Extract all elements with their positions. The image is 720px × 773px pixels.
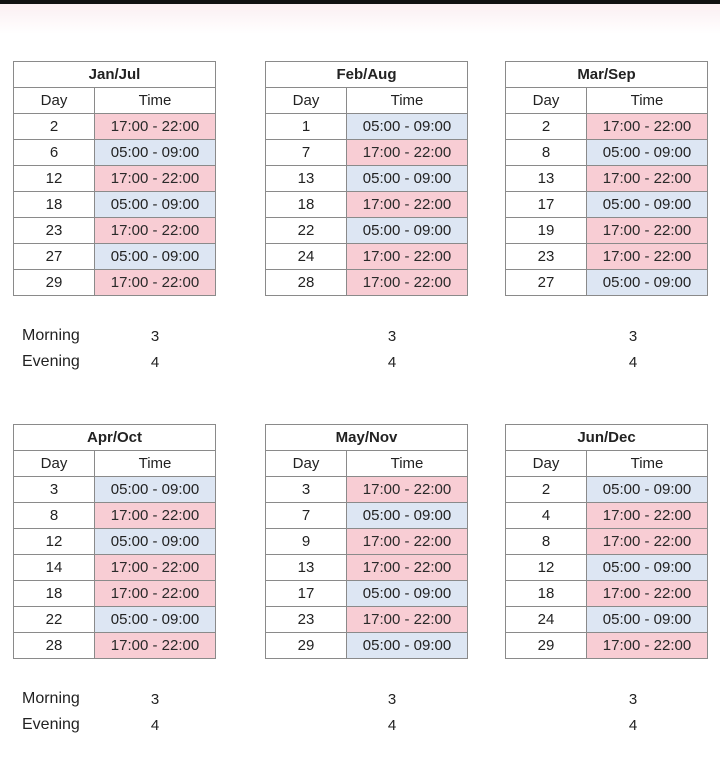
- table-row: [14, 633, 216, 659]
- table-row: [266, 581, 468, 607]
- day-cell: 6: [14, 140, 95, 166]
- day-cell: 28: [266, 270, 347, 296]
- table-row: [266, 192, 468, 218]
- time-cell: 17:00 - 22:00: [347, 140, 468, 166]
- table-row: [506, 140, 708, 166]
- table-row: [14, 192, 216, 218]
- day-cell: 29: [266, 633, 347, 659]
- day-cell: 18: [14, 581, 95, 607]
- time-cell: 05:00 - 09:00: [347, 503, 468, 529]
- day-cell: 14: [14, 555, 95, 581]
- day-cell: 8: [14, 503, 95, 529]
- day-cell: 8: [506, 529, 587, 555]
- morning-count: 3: [387, 328, 397, 345]
- table-row: [14, 581, 216, 607]
- table-row: [506, 270, 708, 296]
- day-cell: 22: [266, 218, 347, 244]
- schedule-table: [505, 424, 708, 659]
- time-cell: 17:00 - 22:00: [347, 555, 468, 581]
- evening-count: 4: [628, 717, 638, 734]
- time-cell: 17:00 - 22:00: [95, 503, 216, 529]
- day-cell: 19: [506, 218, 587, 244]
- time-cell: 17:00 - 22:00: [587, 218, 708, 244]
- day-cell: 23: [506, 244, 587, 270]
- day-cell: 27: [506, 270, 587, 296]
- day-cell: 24: [266, 244, 347, 270]
- morning-label: Morning: [22, 327, 80, 344]
- table-row: [506, 503, 708, 529]
- table-row: [14, 529, 216, 555]
- time-cell: 17:00 - 22:00: [347, 607, 468, 633]
- table-row: [266, 607, 468, 633]
- table-row: [14, 555, 216, 581]
- table-title: Mar/Sep: [506, 62, 708, 88]
- day-cell: 23: [266, 607, 347, 633]
- time-cell: 05:00 - 09:00: [347, 166, 468, 192]
- day-header: Day: [266, 451, 347, 477]
- top-shade: [0, 4, 720, 34]
- morning-label: Morning: [22, 690, 80, 707]
- day-cell: 13: [266, 166, 347, 192]
- time-cell: 05:00 - 09:00: [347, 581, 468, 607]
- day-cell: 2: [14, 114, 95, 140]
- day-cell: 29: [14, 270, 95, 296]
- time-cell: 17:00 - 22:00: [587, 503, 708, 529]
- table-row: [266, 270, 468, 296]
- time-cell: 05:00 - 09:00: [95, 477, 216, 503]
- morning-count: 3: [150, 328, 160, 345]
- time-cell: 05:00 - 09:00: [587, 555, 708, 581]
- table-row: [506, 192, 708, 218]
- table-row: [14, 244, 216, 270]
- table-row: [14, 270, 216, 296]
- table-row: [14, 114, 216, 140]
- time-cell: 17:00 - 22:00: [95, 270, 216, 296]
- time-cell: 05:00 - 09:00: [587, 607, 708, 633]
- morning-count: 3: [387, 691, 397, 708]
- day-cell: 22: [14, 607, 95, 633]
- time-header: Time: [95, 88, 216, 114]
- day-header: Day: [506, 88, 587, 114]
- day-cell: 8: [506, 140, 587, 166]
- table-row: [506, 166, 708, 192]
- schedule-table: [505, 61, 708, 296]
- table-row: [266, 555, 468, 581]
- day-header: Day: [14, 88, 95, 114]
- day-cell: 9: [266, 529, 347, 555]
- time-cell: 17:00 - 22:00: [95, 114, 216, 140]
- day-cell: 18: [14, 192, 95, 218]
- day-cell: 3: [266, 477, 347, 503]
- table-row: [266, 477, 468, 503]
- day-header: Day: [14, 451, 95, 477]
- schedule-table: [13, 424, 216, 659]
- table-row: [266, 503, 468, 529]
- day-header: Day: [266, 88, 347, 114]
- day-cell: 1: [266, 114, 347, 140]
- schedule-table: [13, 61, 216, 296]
- time-cell: 17:00 - 22:00: [95, 581, 216, 607]
- table-row: [506, 477, 708, 503]
- table-row: [506, 581, 708, 607]
- time-cell: 17:00 - 22:00: [347, 192, 468, 218]
- day-header: Day: [506, 451, 587, 477]
- time-cell: 05:00 - 09:00: [95, 607, 216, 633]
- time-cell: 17:00 - 22:00: [347, 529, 468, 555]
- table-title: May/Nov: [266, 425, 468, 451]
- evening-label: Evening: [22, 353, 80, 370]
- table-row: [14, 477, 216, 503]
- day-cell: 3: [14, 477, 95, 503]
- time-cell: 17:00 - 22:00: [587, 529, 708, 555]
- table-row: [266, 114, 468, 140]
- evening-label: Evening: [22, 716, 80, 733]
- day-cell: 12: [14, 529, 95, 555]
- day-cell: 2: [506, 477, 587, 503]
- table-row: [266, 244, 468, 270]
- evening-count: 4: [150, 354, 160, 371]
- schedule-table: [265, 424, 468, 659]
- table-title: Jan/Jul: [14, 62, 216, 88]
- time-cell: 17:00 - 22:00: [587, 633, 708, 659]
- time-cell: 17:00 - 22:00: [347, 270, 468, 296]
- time-cell: 17:00 - 22:00: [587, 114, 708, 140]
- day-cell: 17: [506, 192, 587, 218]
- evening-count: 4: [628, 354, 638, 371]
- table-title: Jun/Dec: [506, 425, 708, 451]
- day-cell: 2: [506, 114, 587, 140]
- time-header: Time: [347, 451, 468, 477]
- day-cell: 12: [14, 166, 95, 192]
- table-row: [266, 633, 468, 659]
- day-cell: 7: [266, 140, 347, 166]
- time-cell: 05:00 - 09:00: [587, 270, 708, 296]
- time-header: Time: [587, 88, 708, 114]
- time-cell: 05:00 - 09:00: [587, 477, 708, 503]
- schedule-table: [265, 61, 468, 296]
- time-cell: 17:00 - 22:00: [95, 633, 216, 659]
- day-cell: 18: [506, 581, 587, 607]
- table-row: [266, 166, 468, 192]
- time-cell: 05:00 - 09:00: [587, 140, 708, 166]
- time-cell: 17:00 - 22:00: [347, 477, 468, 503]
- table-title: Feb/Aug: [266, 62, 468, 88]
- day-cell: 12: [506, 555, 587, 581]
- time-header: Time: [347, 88, 468, 114]
- time-cell: 05:00 - 09:00: [95, 529, 216, 555]
- morning-count: 3: [150, 691, 160, 708]
- morning-count: 3: [628, 328, 638, 345]
- day-cell: 13: [506, 166, 587, 192]
- time-cell: 17:00 - 22:00: [587, 581, 708, 607]
- table-row: [266, 529, 468, 555]
- time-cell: 05:00 - 09:00: [95, 140, 216, 166]
- time-cell: 17:00 - 22:00: [587, 166, 708, 192]
- table-row: [506, 633, 708, 659]
- table-title: Apr/Oct: [14, 425, 216, 451]
- day-cell: 17: [266, 581, 347, 607]
- table-row: [14, 140, 216, 166]
- time-cell: 17:00 - 22:00: [95, 166, 216, 192]
- day-cell: 23: [14, 218, 95, 244]
- evening-count: 4: [150, 717, 160, 734]
- time-cell: 17:00 - 22:00: [347, 244, 468, 270]
- day-cell: 29: [506, 633, 587, 659]
- day-cell: 7: [266, 503, 347, 529]
- day-cell: 24: [506, 607, 587, 633]
- table-row: [506, 114, 708, 140]
- time-cell: 05:00 - 09:00: [347, 218, 468, 244]
- table-row: [506, 555, 708, 581]
- time-cell: 05:00 - 09:00: [347, 114, 468, 140]
- time-cell: 05:00 - 09:00: [95, 244, 216, 270]
- table-row: [266, 140, 468, 166]
- table-row: [266, 218, 468, 244]
- day-cell: 18: [266, 192, 347, 218]
- morning-count: 3: [628, 691, 638, 708]
- table-row: [14, 166, 216, 192]
- table-row: [14, 503, 216, 529]
- table-row: [506, 607, 708, 633]
- table-row: [14, 218, 216, 244]
- day-cell: 27: [14, 244, 95, 270]
- table-row: [506, 529, 708, 555]
- time-header: Time: [95, 451, 216, 477]
- time-cell: 05:00 - 09:00: [95, 192, 216, 218]
- time-cell: 17:00 - 22:00: [95, 555, 216, 581]
- day-cell: 4: [506, 503, 587, 529]
- time-header: Time: [587, 451, 708, 477]
- day-cell: 13: [266, 555, 347, 581]
- time-cell: 17:00 - 22:00: [587, 244, 708, 270]
- table-row: [506, 218, 708, 244]
- time-cell: 05:00 - 09:00: [587, 192, 708, 218]
- day-cell: 28: [14, 633, 95, 659]
- time-cell: 17:00 - 22:00: [95, 218, 216, 244]
- evening-count: 4: [387, 354, 397, 371]
- table-row: [14, 607, 216, 633]
- time-cell: 05:00 - 09:00: [347, 633, 468, 659]
- table-row: [506, 244, 708, 270]
- evening-count: 4: [387, 717, 397, 734]
